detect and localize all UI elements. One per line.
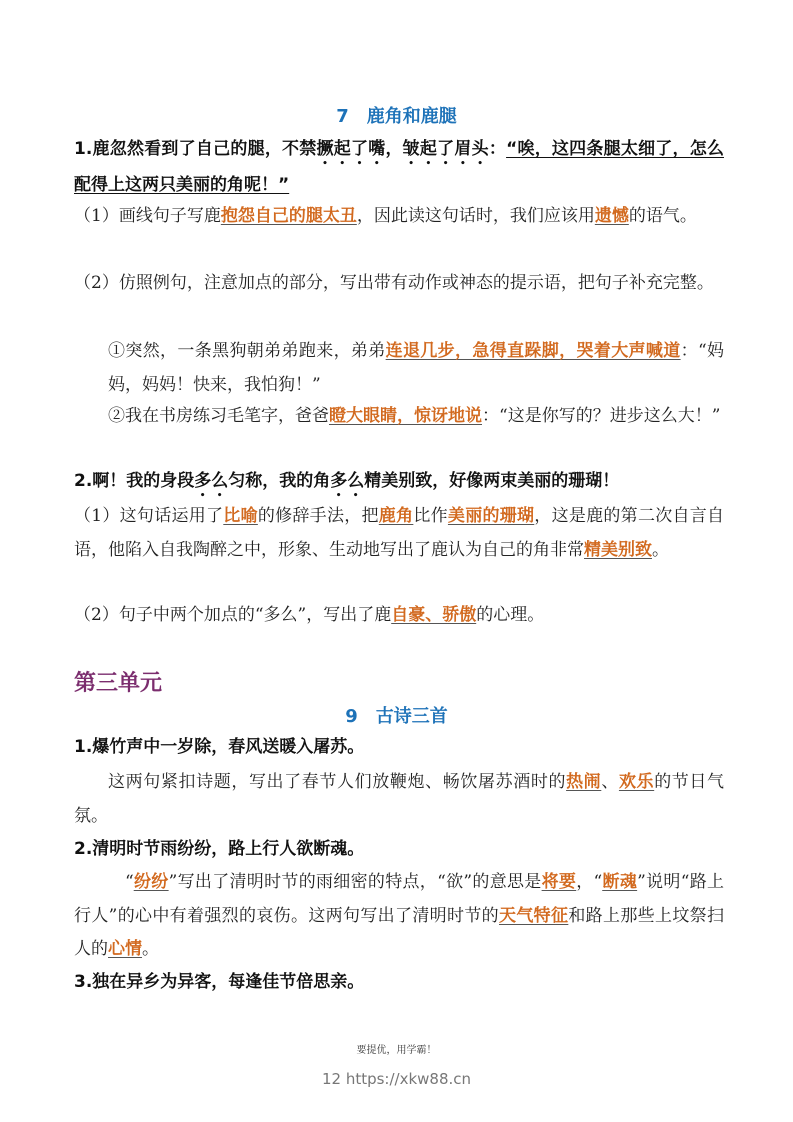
answer-text: 瞪大眼睛，惊讶地说 xyxy=(329,406,482,426)
emphasis-dotted-text: 多么 xyxy=(194,471,229,491)
footer-slogan: 要提优，用学霸！ xyxy=(356,1045,437,1056)
poem-line-2 xyxy=(74,833,724,867)
text-segment: （1）画线句子写鹿 xyxy=(74,206,221,226)
answer-text: 自豪、骄傲 xyxy=(391,605,477,625)
answer-1-1 xyxy=(74,200,724,234)
text-segment: 3.独在异乡为异客，每逢佳节倍思亲。 xyxy=(74,972,365,992)
answer-text: 将要 xyxy=(541,872,577,892)
emphasis-dotted-text: 撅起了嘴 xyxy=(316,139,386,159)
lesson-title: 7 鹿角和鹿腿 xyxy=(336,106,457,127)
answer-text: 连退几步，急得直跺脚，哭着大声喊道 xyxy=(385,341,681,361)
answer-text: 断魂 xyxy=(602,872,638,892)
text-segment: 2.清明时节雨纷纷，路上行人欲断魂。 xyxy=(74,839,365,859)
footer-page-site: 12 https://xkw88.cn xyxy=(321,1070,472,1088)
text-segment: ①突然，一条黑狗朝弟弟跑来，弟弟 xyxy=(108,341,386,361)
text-segment: 。 xyxy=(652,539,669,560)
text-segment: 和路上那些上坟祭扫人的 xyxy=(74,905,725,959)
text-segment: ，“ xyxy=(576,872,603,892)
text-segment: ：“这是你写的？进步这么大！” xyxy=(482,406,721,426)
poem-explanation-2 xyxy=(74,866,724,967)
underlined-quote: “唉，这四条腿太细了，怎么配得上这两只美丽的角呢！” xyxy=(74,139,724,195)
answer-text: 美丽的珊瑚 xyxy=(447,506,535,526)
text-segment: ：“妈妈，妈妈！快来，我怕狗！” xyxy=(108,341,725,395)
answer-text: 抱怨自己的腿太丑 xyxy=(220,206,357,226)
question-1 xyxy=(74,133,724,203)
text-segment: 的心理。 xyxy=(476,605,545,625)
text-segment: 2.啊！我的身段 xyxy=(74,471,195,491)
example-1 xyxy=(74,335,724,402)
answer-text: 天气特征 xyxy=(499,905,569,926)
text-segment: ，这是鹿的第二次自言自语，他陷入自我陶醉之中，形象、生动地写出了鹿认为自己的角非常 xyxy=(74,506,725,560)
text-segment: 匀称，我的角 xyxy=(228,471,331,491)
unit-heading: 第三单元 xyxy=(74,671,163,696)
text-segment: ： xyxy=(488,139,507,159)
answer-2-1 xyxy=(74,500,724,567)
answer-text: 精美别致 xyxy=(584,539,652,560)
question-2 xyxy=(74,465,724,501)
lesson-title: 9 古诗三首 xyxy=(345,706,448,727)
text-segment: 、 xyxy=(601,772,619,792)
poem-line-3 xyxy=(74,966,724,1000)
text-segment: 比作 xyxy=(413,506,448,526)
answer-text: 热闹 xyxy=(566,772,602,792)
text-segment: 精美别致，好像两束美丽的珊瑚！ xyxy=(364,471,620,491)
text-segment: 1.鹿忽然看到了自己的腿，不禁 xyxy=(74,139,317,159)
answer-text: 心情 xyxy=(108,939,142,959)
answer-text: 欢乐 xyxy=(618,772,655,792)
answer-text: 纷纷 xyxy=(133,872,169,892)
poem-line-1 xyxy=(74,731,724,765)
text-segment: ”说明“路上行人”的心中有着强烈的哀伤。这两句写出了清明时节的 xyxy=(74,872,725,926)
text-segment: ”写出了清明时节的雨细密的特点，“欲”的意思是 xyxy=(168,872,542,892)
example-2 xyxy=(74,400,724,434)
text-segment: （1）这句话运用了 xyxy=(74,506,224,526)
emphasis-dotted-text: 多么 xyxy=(330,471,365,491)
text-segment: 1.爆竹声中一岁除，春风送暖入屠苏。 xyxy=(74,737,365,757)
emphasis-dotted-text: 皱起了眉头 xyxy=(402,139,489,159)
text-segment: 的修辞手法，把 xyxy=(257,506,379,526)
text-segment: （2）句子中两个加点的“多么”，写出了鹿 xyxy=(74,605,392,625)
answer-text: 比喻 xyxy=(223,506,258,526)
text-segment: “ xyxy=(125,872,134,892)
poem-explanation-1 xyxy=(74,766,724,833)
answer-text: 遗憾 xyxy=(594,206,629,226)
text-segment: ， xyxy=(385,139,403,159)
text-segment: 。 xyxy=(142,939,159,959)
answer-text: 鹿角 xyxy=(378,506,414,526)
text-segment: 这两句紧扣诗题，写出了春节人们放鞭炮、畅饮屠苏酒时的 xyxy=(108,772,567,792)
text-segment: ，因此读这句话时，我们应该用 xyxy=(356,206,595,226)
text-segment: 的节日气氛。 xyxy=(74,772,725,826)
text-segment: （2）仿照例句，注意加点的部分，写出带有动作或神态的提示语，把句子补充完整。 xyxy=(74,273,714,293)
answer-2-2 xyxy=(74,599,724,633)
answer-1-2 xyxy=(74,267,724,301)
text-segment: 的语气。 xyxy=(628,206,697,226)
text-segment: ②我在书房练习毛笔字，爸爸 xyxy=(108,406,329,426)
